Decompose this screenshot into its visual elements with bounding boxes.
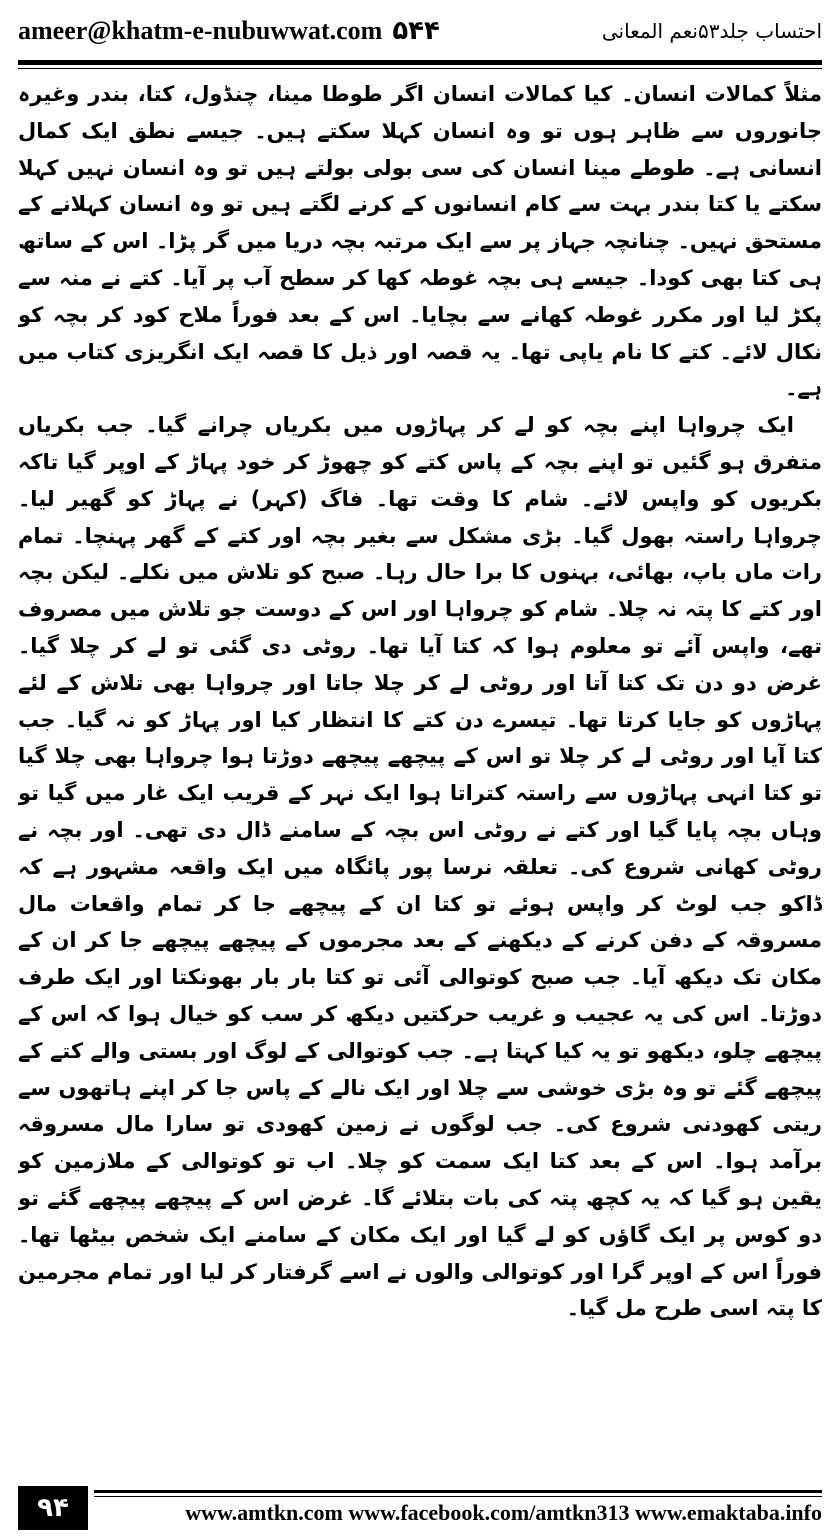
- header-rule-thin: [18, 68, 822, 69]
- footer-page-number: ۹۴: [18, 1486, 88, 1530]
- paragraph-1: مثلاً کمالات انسان۔ کیا کمالات انسان اگر طوطا مینا، چنڈول، کتا، بندر وغیرہ جانوروں سے ظاہر ہوں تو وہ انسان کہلا سکتے ہیں۔ جیسے نطق ایک کمال انسانی ہے۔ طوطے مینا انسان کی سی بولی بولتے ہیں تو وہ انسان نہیں کہلا سکتے یا کتا بندر بہت سے کام انسانوں کے کرنے لگتے ہیں تو وہ انسان کہلانے کے مستحق نہیں۔ چنانچہ جہاز پر سے ایک مرتبہ بچہ دریا میں گر پڑا۔ اس کے ساتھ ہی کتا بھی کودا۔ جیسے ہی بچہ غوطہ کھا کر سطح آب پر آیا۔ کتے نے منہ سے پکڑ لیا اور مکرر غوطہ کھانے سے بچایا۔ اس کے بعد فوراً ملاح کود کر بچہ کو نکال لائے۔ کتے کا نام یاپی تھا۔ یہ قصہ اور ذیل کا قصہ ایک انگریزی کتاب میں ہے۔: [18, 82, 822, 401]
- page-body: [18, 76, 822, 1470]
- footer-rule-thick: [94, 1490, 822, 1493]
- page-header: [18, 8, 822, 54]
- footer-urls: www.amtkn.com www.facebook.com/amtkn313 www.emaktaba.info: [185, 1500, 822, 1525]
- header-page-number: ۵۴۴: [392, 16, 440, 46]
- footer-links-area: [94, 1490, 822, 1526]
- page-footer: [18, 1484, 822, 1532]
- header-left: [18, 16, 440, 46]
- header-rule-thick: [18, 60, 822, 65]
- header-email: ameer@khatm-e-nubuwwat.com: [18, 16, 383, 45]
- paragraph-2: ایک چرواہا اپنے بچہ کو لے کر پہاڑوں میں بکریاں چرانے گیا۔ جب بکریاں متفرق ہو گئیں تو اپنے بچہ کے پاس کتے کو چھوڑ کر خود پہاڑ کے اوپر گیا تاکہ بکریوں کو واپس لائے۔ شام کا وقت تھا۔ فاگ (کہر) نے پہاڑ کو گھیر لیا۔ چرواہا راستہ بھول گیا۔ بڑی مشکل سے بغیر بچہ اور کتے کے گھر پہنچا۔ تمام رات ماں باپ، بھائی، بہنوں کا برا حال رہا۔ صبح کو تلاش میں نکلے۔ لیکن بچہ اور کتے کا پتہ نہ چلا۔ شام کو چرواہا اور اس کے دوست جو تلاش میں مصروف تھے، واپس آئے تو معلوم ہوا کہ کتا آیا تھا۔ روٹی دی گئی تو لے کر چلا گیا۔ غرض دو دن تک کتا آتا اور روٹی لے کر چلا جاتا اور چرواہا بھی تلاش کے لئے پہاڑوں کو جایا کرتا تھا۔ تیسرے دن کتے کا انتظار کیا اور پہاڑ کو نہ گیا۔ جب کتا آیا اور روٹی لے کر چلا تو اس کے پیچھے پیچھے دوڑتا ہوا چرواہا بھی چلا گیا تو کتا انہی پہاڑوں سے راستہ کتراتا ہوا ایک نہر کے قریب ایک غار میں گیا تو وہاں بچہ پایا گیا اور کتے نے روٹی اس بچہ کے سامنے ڈال دی تھی۔ اور بچہ نے روٹی کھانی شروع کی۔ تعلقہ نرسا پور پائگاہ میں ایک واقعہ مشہور ہے کہ ڈاکو جب لوٹ کر واپس ہوئے تو کتا ان کے پیچھے جا کر تمام واقعات مال مسروقہ کے دفن کرنے کے دیکھنے کے بعد مجرموں کے پیچھے پیچھے جا کر ان کے مکان تک دیکھ آیا۔ جب صبح کوتوالی آئی تو کتا بار بار بھونکتا اور ایک طرف دوڑتا۔ اس کی یہ عجیب و غریب حرکتیں دیکھ کر سب کو خیال ہوا کہ اس کے پیچھے چلو، دیکھو تو یہ کیا کہتا ہے۔ جب کوتوالی کے لوگ اور بستی والے کتے کے پیچھے گئے تو وہ بڑی خوشی سے چلا اور ایک نالے کے پاس جا کر اپنے ہاتھوں سے ریتی کھودنی شروع کی۔ جب لوگوں نے زمین کھودی تو سارا مال مسروقہ برآمد ہوا۔ اس کے بعد کتا ایک سمت کو چلا۔ اب تو کوتوالی کے ملازمین کو یقین ہو گیا کہ یہ کچھ پتہ کی بات بتلائے گا۔ غرض اس کے پیچھے پیچھے گئے تو دو کوس پر ایک گاؤں کو لے گیا اور ایک مکان کے سامنے ایک شخص بیٹھا تھا۔ فوراً اس کے اوپر گرا اور کوتوالی والوں نے اسے گرفتار کر لیا اور تمام مجرمین کا پتہ اسی طرح مل گیا۔: [18, 413, 822, 1321]
- footer-rule-thin: [94, 1496, 822, 1497]
- book-title: احتساب جلد۵۳نعم المعانی: [601, 19, 822, 43]
